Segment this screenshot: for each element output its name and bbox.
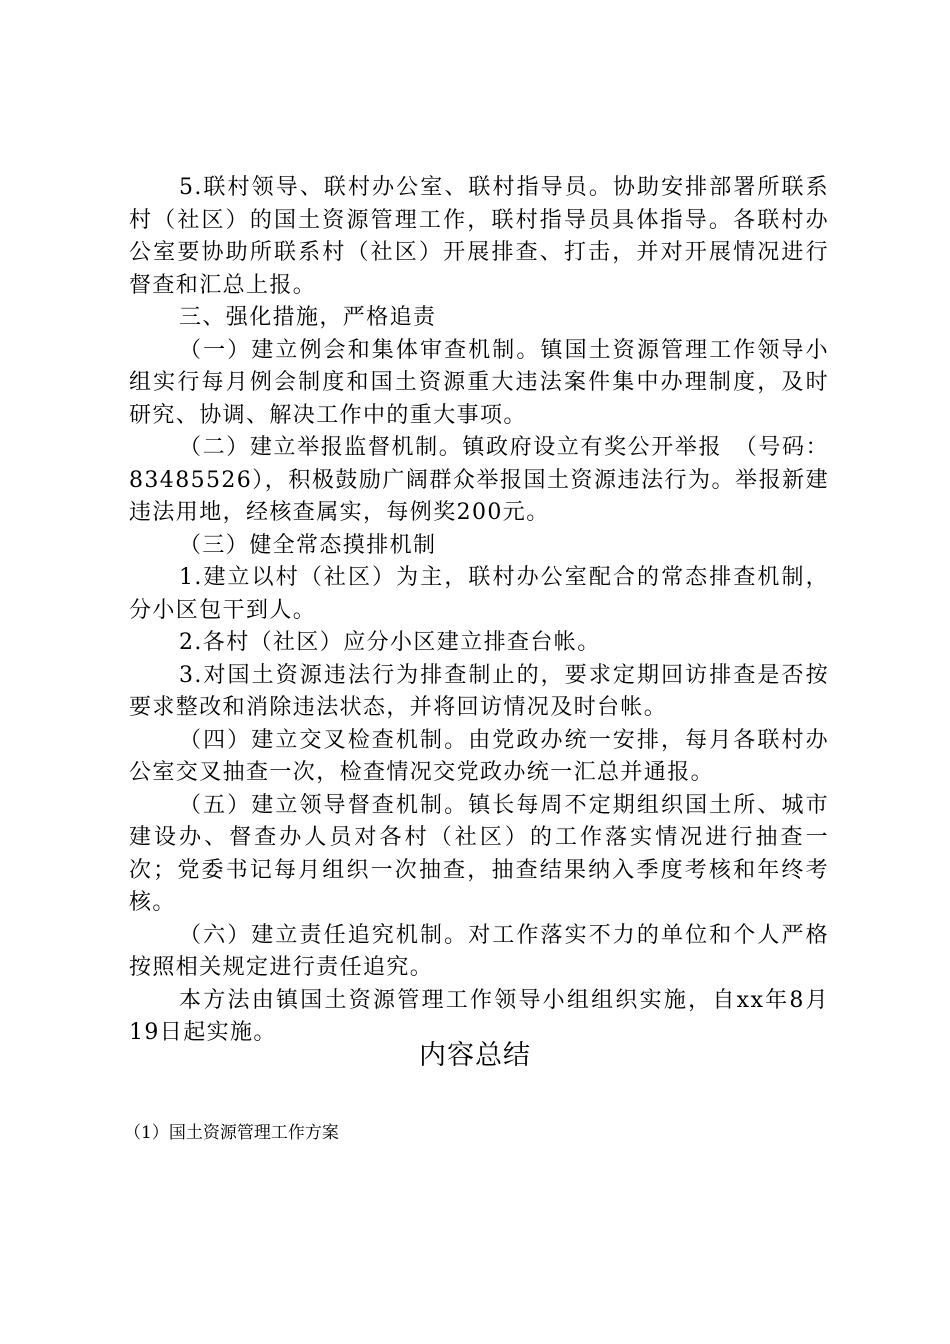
paragraph-routine-check-1: 1.建立以村（社区）为主，联村办公室配合的常态排查机制，分小区包干到人。 bbox=[129, 565, 829, 623]
summary-item: （1）国土资源管理工作方案 bbox=[124, 1123, 339, 1143]
paragraph-effective-date: 本方法由镇国土资源管理工作领导小组组织实施，自xx年8月19日起实施。 bbox=[129, 987, 829, 1045]
paragraph-report-mechanism: （二）建立举报监督机制。镇政府设立有奖公开举报 （号码：83485526），积极鼓励广阔群众举报国土资源违法行为。举报新建违法用地，经核查属实，每例奖200元。 bbox=[129, 435, 829, 525]
paragraph-routine-check-2: 2.各村（社区）应分小区建立排查台帐。 bbox=[179, 630, 601, 655]
paragraph-routine-check-3: 3.对国土资源违法行为排查制止的，要求定期回访排查是否按要求整改和消除违法状态，并将回访情况及时台帐。 bbox=[129, 662, 829, 720]
paragraph-routine-check-heading: （三）健全常态摸排机制 bbox=[179, 532, 437, 558]
paragraph-accountability: （六）建立责任追究机制。对工作落实不力的单位和个人严格按照相关规定进行责任追究。 bbox=[129, 922, 829, 980]
paragraph-leader-supervision: （五）建立领导督查机制。镇长每周不定期组织国土所、城市建设办、督查办人员对各村（社区）的工作落实情况进行抽查一次；党委书记每月组织一次抽查，抽查结果纳入季度考核和年终考核。 bbox=[129, 792, 829, 915]
paragraph-liancun-roles: 5.联村领导、联村办公室、联村指导员。协助安排部署所联系村（社区）的国土资源管理工作，联村指导员具体指导。各联村办公室要协助所联系村（社区）开展排查、打击，并对开展情况进行督查和汇总上报。 bbox=[129, 175, 829, 298]
paragraph-cross-check: （四）建立交叉检查机制。由党政办统一安排，每月各联村办公室交叉抽查一次，检查情况交党政办统一汇总并通报。 bbox=[129, 727, 829, 785]
summary-title: 内容总结 bbox=[419, 1040, 531, 1071]
paragraph-meeting-mechanism: （一）建立例会和集体审查机制。镇国土资源管理工作领导小组实行每月例会制度和国土资源重大违法案件集中办理制度，及时研究、协调、解决工作中的重大事项。 bbox=[129, 337, 829, 428]
document-body bbox=[129, 172, 829, 1050]
section-heading-measures: 三、强化措施，严格追责 bbox=[179, 305, 437, 330]
